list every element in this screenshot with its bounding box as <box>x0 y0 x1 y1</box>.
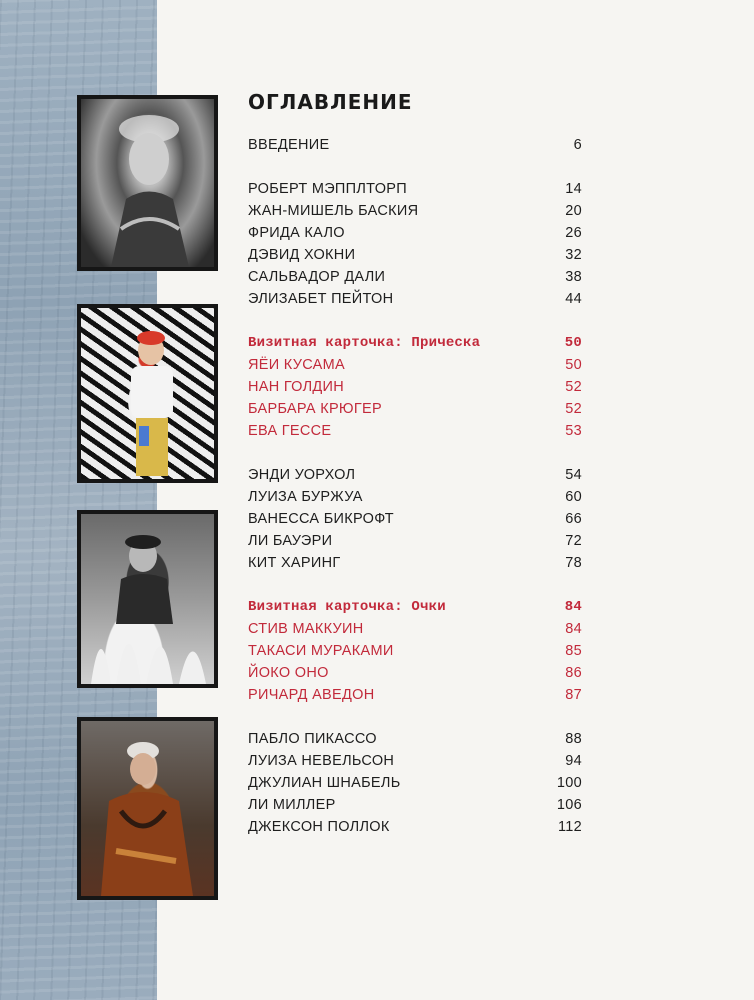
toc-entry[interactable] <box>248 508 582 530</box>
toc-entry[interactable] <box>248 728 582 750</box>
entry-page: 106 <box>556 797 582 813</box>
section-label: Визитная карточка: Очки <box>248 599 446 615</box>
portrait-photo-3-drawing <box>81 514 214 684</box>
portrait-photo-keith-haring <box>77 304 218 483</box>
entry-label: ЕВА ГЕССЕ <box>248 423 332 439</box>
toc-entry[interactable] <box>248 530 582 552</box>
toc-entry[interactable] <box>248 288 582 310</box>
portrait-photo-4-drawing <box>81 721 214 896</box>
entry-label: ЙОКО ОНО <box>248 665 329 681</box>
toc-entry-highlight[interactable] <box>248 376 582 398</box>
toc-entry[interactable] <box>248 266 582 288</box>
entry-label: ТАКАСИ МУРАКАМИ <box>248 643 394 659</box>
entry-page: 88 <box>565 731 582 747</box>
toc-entry[interactable] <box>248 772 582 794</box>
toc-entry-highlight[interactable] <box>248 684 582 706</box>
toc-entry[interactable] <box>248 178 582 200</box>
portrait-photo-frida-kahlo <box>77 95 218 271</box>
entry-page: 14 <box>565 181 582 197</box>
entry-page: 44 <box>565 291 582 307</box>
entry-label: ЛИ МИЛЛЕР <box>248 797 336 813</box>
entry-page: 32 <box>565 247 582 263</box>
entry-label: САЛЬВАДОР ДАЛИ <box>248 269 386 285</box>
entry-label: КИТ ХАРИНГ <box>248 555 341 571</box>
entry-page: 87 <box>565 687 582 703</box>
entry-page: 52 <box>565 379 582 395</box>
toc-entry[interactable] <box>248 816 582 838</box>
entry-page: 26 <box>565 225 582 241</box>
toc-entry[interactable] <box>248 464 582 486</box>
entry-label: ДЭВИД ХОКНИ <box>248 247 356 263</box>
entry-page: 84 <box>565 621 582 637</box>
entry-label: ДЖУЛИАН ШНАБЕЛЬ <box>248 775 401 791</box>
toc-entry-introduction[interactable] <box>248 134 582 156</box>
entry-page: 50 <box>564 335 582 351</box>
toc-entry-highlight[interactable] <box>248 354 582 376</box>
toc-entry[interactable] <box>248 794 582 816</box>
toc-entry[interactable] <box>248 486 582 508</box>
entry-page: 6 <box>573 137 582 153</box>
entry-label: СТИВ МАККУИН <box>248 621 364 637</box>
entry-label: ЯЁИ КУСАМА <box>248 357 345 373</box>
entry-label: РИЧАРД АВЕДОН <box>248 687 375 703</box>
toc-entry-highlight[interactable] <box>248 618 582 640</box>
entry-page: 112 <box>557 819 582 835</box>
entry-label: ЭНДИ УОРХОЛ <box>248 467 356 483</box>
toc-section-heading[interactable] <box>248 596 582 618</box>
toc-entry-highlight[interactable] <box>248 662 582 684</box>
entry-label: ВВЕДЕНИЕ <box>248 137 330 153</box>
entry-page: 85 <box>565 643 582 659</box>
entry-label: БАРБАРА КРЮГЕР <box>248 401 382 417</box>
entry-page: 86 <box>565 665 582 681</box>
toc-entry-highlight[interactable] <box>248 420 582 442</box>
toc-entry-highlight[interactable] <box>248 398 582 420</box>
entry-page: 100 <box>556 775 582 791</box>
entry-page: 60 <box>565 489 582 505</box>
toc-entry[interactable] <box>248 222 582 244</box>
entry-label: ДЖЕКСОН ПОЛЛОК <box>248 819 390 835</box>
entry-label: ЛУИЗА НЕВЕЛЬСОН <box>248 753 395 769</box>
entry-page: 50 <box>565 357 582 373</box>
entry-label: ЛУИЗА БУРЖУА <box>248 489 363 505</box>
entry-label: РОБЕРТ МЭППЛТОРП <box>248 181 407 197</box>
entry-page: 78 <box>565 555 582 571</box>
toc-title: ОГЛАВЛЕНИЕ <box>248 90 413 114</box>
entry-label: ЛИ БАУЭРИ <box>248 533 333 549</box>
entry-page: 20 <box>565 203 582 219</box>
entry-label: ВАНЕССА БИКРОФТ <box>248 511 394 527</box>
entry-page: 53 <box>565 423 582 439</box>
entry-page: 54 <box>565 467 582 483</box>
entry-label: ЭЛИЗАБЕТ ПЕЙТОН <box>248 291 394 307</box>
entry-label: ЖАН-МИШЕЛЬ БАСКИЯ <box>248 203 419 219</box>
portrait-photo-1-drawing <box>81 99 214 267</box>
entry-page: 52 <box>565 401 582 417</box>
entry-page: 94 <box>565 753 582 769</box>
portrait-photo-louise-nevelson <box>77 717 218 900</box>
entry-label: НАН ГОЛДИН <box>248 379 345 395</box>
entry-page: 66 <box>565 511 582 527</box>
toc-entry-highlight[interactable] <box>248 640 582 662</box>
toc-entry[interactable] <box>248 244 582 266</box>
entry-page: 84 <box>564 599 582 615</box>
portrait-photo-louise-bourgeois <box>77 510 218 688</box>
entry-page: 72 <box>565 533 582 549</box>
toc-entry[interactable] <box>248 552 582 574</box>
entry-label: ПАБЛО ПИКАССО <box>248 731 377 747</box>
section-label: Визитная карточка: Прическа <box>248 335 481 351</box>
toc-entry[interactable] <box>248 750 582 772</box>
toc-section-heading[interactable] <box>248 332 582 354</box>
entry-label: ФРИДА КАЛО <box>248 225 345 241</box>
entry-page: 38 <box>565 269 582 285</box>
portrait-photo-2-drawing <box>81 308 214 479</box>
toc-entry[interactable] <box>248 200 582 222</box>
